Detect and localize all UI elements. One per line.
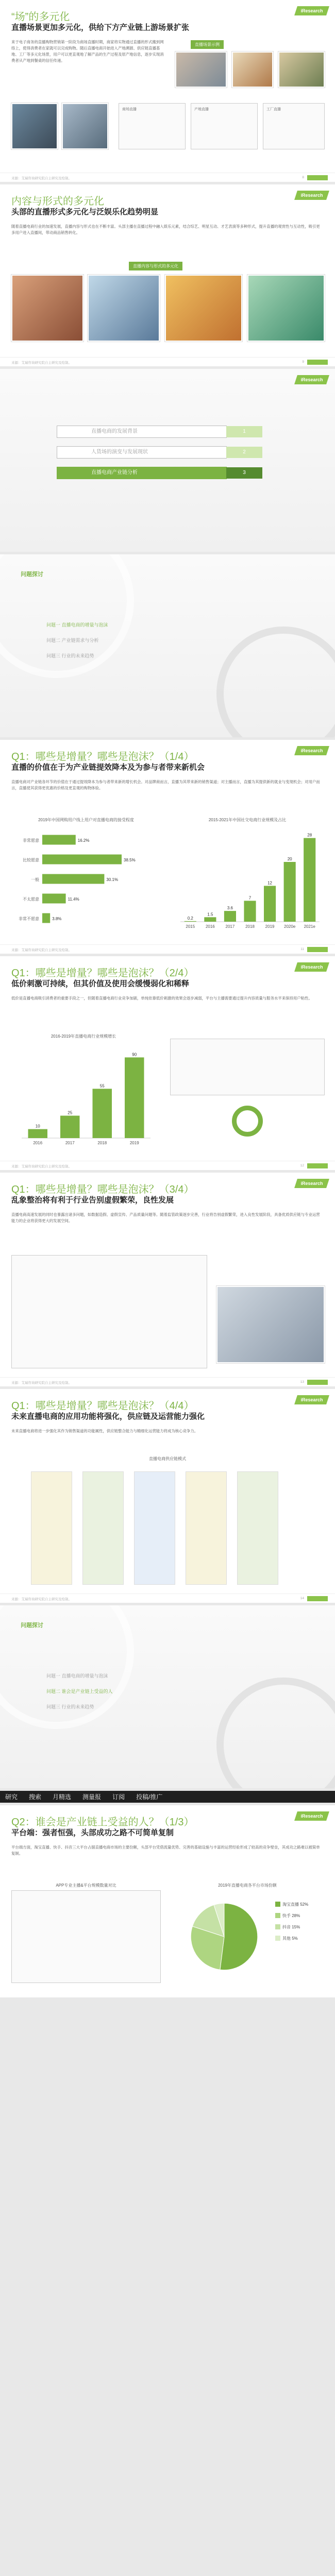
- chart-title: 2019年中国网购用户线上用户对直播电商的接受程度: [38, 818, 134, 822]
- footer-logo: [307, 1596, 328, 1601]
- brand-logo: iResearch: [294, 1179, 329, 1188]
- tick-label: 2017: [225, 924, 235, 929]
- tick-label: 2021e: [304, 924, 315, 929]
- livestream-photo: [165, 275, 242, 342]
- tick-label: 比较愿意: [23, 857, 39, 862]
- supply-chain-column: [237, 1471, 278, 1585]
- supply-chain-column: [31, 1471, 72, 1585]
- toc-item[interactable]: 人货场的演变与发展现状 2: [57, 446, 227, 459]
- scene-description: 商场直播: [119, 103, 186, 149]
- tick-label: 2016: [33, 1141, 43, 1145]
- page-number: 8: [302, 176, 304, 179]
- gauge-chart: [232, 1106, 263, 1137]
- supply-chain-column: [134, 1471, 175, 1585]
- legend-swatch: [275, 1902, 280, 1907]
- page-number: 13: [300, 1380, 304, 1384]
- slide-subtitle: 乱象整治将有利于行业告别虚假繁荣，良性发展: [11, 1196, 174, 1205]
- bar: [284, 862, 296, 922]
- slide-footer: 来源：艾瑞咨询研究院自主研究及绘制。 8: [0, 173, 335, 182]
- legend-swatch: [275, 1936, 280, 1941]
- tick-label: 2018: [245, 924, 255, 929]
- slide-subtitle: 直播场景更加多元化，供给下方产业链上游场景扩张: [11, 23, 190, 32]
- data-label: 1.5: [207, 912, 213, 917]
- bar: [42, 894, 66, 904]
- slide-footer: 来源：艾瑞咨询研究院自主研究及绘制。 14: [0, 1594, 335, 1603]
- table-of-contents: [0, 369, 335, 554]
- toc-item[interactable]: 直播电商的发展背景 1: [57, 426, 227, 438]
- bar: [185, 921, 196, 922]
- section-heading: 问题探讨: [21, 571, 43, 578]
- nav-item[interactable]: 搜索: [29, 1793, 42, 1801]
- livestream-photo: [88, 275, 160, 342]
- chart-title: APP专业主播&平台规模数量对比: [56, 1883, 116, 1888]
- body-text: 直播电商高速发展的同时也暴露出诸多问题，如数据造假、虚假宣传、产品质量问题等。随着监管政策逐步完善，行业将告别虚假繁荣，进入良性发展阶段，具备优质供应链与专业运营能力的企业将获得更大的发展空间。: [11, 1212, 320, 1223]
- chart-title: 2019年直播电商各平台市场份额: [218, 1883, 277, 1888]
- footer-logo: [307, 175, 328, 180]
- body-text: 直播电商对产业链各环节的价值在于通过提效降本为参与者带来新的增长机会。对品牌商而言，直播为其带来新的销售渠道；对主播而言，直播为其提供新的就业与变现机会；对用户而言，直播使其获得更优惠的价格及更直观的购物体验。: [11, 779, 320, 790]
- slide-title: “场”的多元化: [11, 11, 70, 23]
- slide-title: Q1：哪些是增量？哪些是泡沫？（2/4）: [11, 968, 194, 979]
- supply-chain-column: [82, 1471, 124, 1585]
- platform-table: [11, 1890, 161, 1983]
- tick-label: 非常愿意: [23, 838, 39, 843]
- data-label: 25: [68, 1110, 73, 1115]
- bar: [42, 835, 76, 845]
- slide-q1-part2: [0, 956, 335, 1173]
- data-label: 3.8%: [52, 916, 62, 921]
- tick-label: 不太愿意: [23, 896, 39, 902]
- scene-description: 产地直播: [191, 103, 258, 149]
- regulation-table: [11, 1255, 207, 1368]
- slide-q1-part1: [0, 740, 335, 956]
- section-line[interactable]: 问题二 谁会是产业链上受益的人: [46, 1689, 113, 1694]
- regulation-photo: [216, 1286, 325, 1363]
- slide-subtitle: 直播的价值在于为产业链提效降本及为参与者带来新机会: [11, 763, 205, 772]
- data-label: 12: [267, 880, 273, 886]
- scene-description: 工厂直播: [263, 103, 325, 149]
- chart-title: 直播电商供应链模式: [149, 1456, 186, 1461]
- tick-label: 2018: [97, 1141, 107, 1145]
- tick-label: 2017: [65, 1141, 75, 1145]
- nav-item[interactable]: 订阅: [112, 1793, 125, 1801]
- footer-logo: [307, 360, 328, 365]
- brand-logo: iResearch: [294, 191, 329, 200]
- supply-chain-column: [186, 1471, 227, 1585]
- scene-photo: [278, 52, 325, 88]
- data-label: 20: [287, 857, 292, 861]
- slide-q1-part3: [0, 1173, 335, 1389]
- tick-label: 2016: [205, 924, 215, 929]
- info-panel: [170, 1039, 325, 1095]
- data-label: 10: [35, 1124, 40, 1129]
- brand-logo: iResearch: [294, 746, 329, 755]
- site-nav-bar: [0, 1791, 335, 1805]
- nav-item[interactable]: 投稿/推广: [136, 1793, 163, 1801]
- legend-swatch: [275, 1924, 280, 1929]
- decor-ring: [216, 626, 335, 740]
- growth-bar-chart: [11, 1041, 156, 1149]
- page-number: 14: [300, 1597, 304, 1600]
- brand-logo: iResearch: [294, 1811, 329, 1821]
- chart-title: 2015-2021年中国社交电商行业规模及占比: [208, 818, 287, 822]
- slide-subtitle: 未来直播电商的应用功能将强化，供应链及运营能力强化: [11, 1412, 205, 1421]
- slide-title: 内容与形式的多元化: [11, 196, 104, 207]
- section-line[interactable]: 问题三 行业的未来趋势: [46, 653, 94, 658]
- section-tag: 直播场景示例: [191, 40, 224, 49]
- bar: [244, 901, 256, 922]
- data-label: 0.2: [187, 916, 193, 921]
- data-label: 3.6: [227, 906, 233, 911]
- scene-photo: [232, 52, 273, 88]
- data-label: 16.2%: [77, 838, 90, 843]
- tick-label: 2020e: [284, 924, 296, 929]
- data-label: 28: [307, 833, 312, 838]
- bar: [42, 913, 50, 923]
- slide-subtitle: 平台端：强者恒强，头部成功之路不可简单复制: [11, 1828, 174, 1837]
- bar: [125, 1057, 144, 1138]
- brand-logo: iResearch: [294, 6, 329, 15]
- tick-label: 2019: [129, 1141, 139, 1145]
- slide-content-diversification: [0, 184, 335, 369]
- body-text: 未来直播电商将进一步强化其作为销售渠道的功能属性，供应链整合能力与精细化运营能力将成为核心竞争力。: [11, 1429, 198, 1433]
- slide-q2-part1: [0, 1805, 335, 2000]
- page-number: 9: [302, 360, 304, 364]
- body-text: 平台端方面，淘宝直播、快手、抖音三大平台占据直播电商市场的主要份额，头部平台凭借流量优势、完善的基础设施与丰富的运营经验形成了较高的竞争壁垒，其成功之路难以被简单复制。: [11, 1845, 320, 1856]
- footer-logo: [307, 1380, 328, 1385]
- livestream-photo: [247, 275, 325, 342]
- page-number: 12: [300, 1164, 304, 1167]
- brand-logo: iResearch: [294, 375, 329, 384]
- legend-label: 抖音 15%: [282, 1925, 300, 1929]
- slide-title: Q1：哪些是增量？哪些是泡沫？（1/4）: [11, 751, 194, 762]
- legend-swatch: [275, 1913, 280, 1918]
- page-number: 11: [300, 947, 304, 951]
- slide-subtitle: 低价刺激可持续，但其价值及使用会缓慢弱化和稀释: [11, 979, 190, 988]
- scale-bar-chart: [170, 825, 325, 933]
- section-line[interactable]: 问题二 产业链需求与分析: [46, 638, 99, 643]
- tick-label: 一般: [31, 877, 39, 882]
- bar: [42, 855, 122, 865]
- tick-label: 2015: [186, 924, 195, 929]
- scene-photo: [62, 103, 108, 149]
- brand-logo: iResearch: [294, 1395, 329, 1404]
- pie-slice: [220, 1903, 258, 1970]
- slide-title: Q1：哪些是增量？哪些是泡沫？（4/4）: [11, 1400, 194, 1412]
- slide-title: Q2：谁会是产业链上受益的人？（1/3）: [11, 1817, 194, 1828]
- bar: [93, 1089, 112, 1138]
- section-divider: [0, 1605, 335, 1791]
- slide-title: Q1：哪些是增量？哪些是泡沫？（3/4）: [11, 1184, 194, 1195]
- bar: [264, 886, 276, 922]
- decor-ring: [216, 1677, 335, 1791]
- bar: [28, 1129, 48, 1138]
- body-text: 随着直播电商行业的加速发展，直播内容与形式也在不断丰富。头部主播在直播过程中融入娱乐元素，结合综艺、明星互动、才艺表演等多种形式，提升直播的观赏性与互动性，吸引更多用户进入直播间，带动商品销售转化。: [11, 224, 320, 235]
- section-tag: 直播内容与形式的多元化: [129, 262, 182, 270]
- bar: [60, 1116, 80, 1139]
- slide-footer: 来源：艾瑞咨询研究院自主研究及绘制。 12: [0, 1161, 335, 1170]
- tick-label: 非常不愿意: [19, 916, 39, 921]
- footer-logo: [307, 947, 328, 952]
- legend-label: 快手 28%: [282, 1913, 300, 1918]
- footer-logo: [307, 1163, 328, 1168]
- section-divider: [0, 554, 335, 740]
- data-label: 55: [99, 1083, 105, 1089]
- legend-label: 淘宝直播 52%: [282, 1902, 309, 1907]
- body-text: 低价是直播电商吸引消费者的重要手段之一，但随着直播电商行业竞争加剧，单纯依靠低价刺激的效果会逐步减弱，平台与主播需要通过提升内容质量与服务水平来保持用户粘性。: [11, 996, 312, 1001]
- section-heading: 问题探讨: [21, 1622, 43, 1629]
- bar: [304, 838, 315, 922]
- slide-footer: 来源：艾瑞咨询研究院自主研究及绘制。 11: [0, 944, 335, 954]
- slide-q1-part4: [0, 1389, 335, 1605]
- livestream-photo: [11, 275, 83, 342]
- body-text: 来于电子商务的直播购物营销第一阶段为商场直播时期，商家将实物通过直播的形式搬到网络上，使得消费者在家就可以完成购物。随后直播电商开始进入产地溯源、供应链直播基地、工厂等多元化场景，用户可以更直观地了解产品的生产过程及原产地信息，逐步实现消费者从产地到餐桌的信任传递。: [11, 40, 164, 63]
- section-line[interactable]: 问题三 行业的未来趋势: [46, 1704, 94, 1709]
- data-label: 90: [132, 1052, 137, 1057]
- acceptance-bar-chart: [11, 825, 161, 933]
- bar: [204, 917, 216, 922]
- nav-item[interactable]: 研究: [5, 1793, 18, 1801]
- scene-photo: [11, 103, 58, 149]
- data-label: 11.4%: [68, 896, 79, 902]
- toc-item-active[interactable]: 直播电商产业链分析 3: [57, 467, 227, 479]
- bar: [224, 911, 236, 922]
- data-label: 7: [248, 895, 252, 901]
- chart-title: 2016-2019年直播电商行业规模增长: [51, 1034, 116, 1039]
- market-share-pie: [170, 1890, 325, 1983]
- slide-scene-diversification: [0, 0, 335, 184]
- data-label: 30.1%: [106, 877, 119, 882]
- decor-ring: [0, 554, 134, 678]
- tick-label: 2019: [265, 924, 275, 929]
- data-label: 38.5%: [124, 857, 136, 862]
- bar: [42, 874, 104, 884]
- scene-photo: [175, 52, 227, 88]
- slide-footer: 来源：艾瑞咨询研究院自主研究及绘制。 9: [0, 357, 335, 366]
- decor-ring: [0, 1605, 134, 1729]
- slide-subtitle: 头部的直播形式多元化与泛娱乐化趋势明显: [11, 208, 159, 216]
- slide-footer: 来源：艾瑞咨询研究院自主研究及绘制。 13: [0, 1377, 335, 1386]
- brand-logo: iResearch: [294, 962, 329, 972]
- section-line[interactable]: 问题一 直播电商的增量与泡沫: [46, 622, 108, 628]
- legend-label: 其他 5%: [282, 1936, 298, 1941]
- nav-item[interactable]: 测量报: [82, 1793, 102, 1801]
- section-line[interactable]: 问题一 直播电商的增量与泡沫: [46, 1673, 108, 1679]
- nav-item[interactable]: 月精选: [53, 1793, 72, 1801]
